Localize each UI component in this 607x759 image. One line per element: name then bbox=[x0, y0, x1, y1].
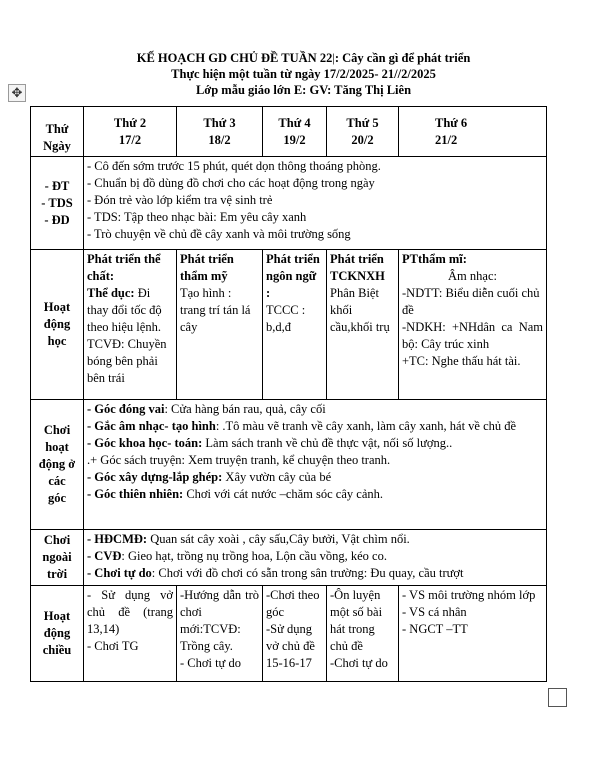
learning-friday: PTthẩm mĩ: Âm nhạc: -NDTT: Biểu diễn cuối chủ đề -NDKH: +NHdân ca Nam bộ: Cây trúc xinh +TC: Nghe thấu hát tài. bbox=[399, 250, 547, 400]
header-wednesday: Thứ 4 19/2 bbox=[263, 107, 327, 157]
list-item: - Cô đến sớm trước 15 phút, quét dọn thông thoáng phòng. bbox=[87, 159, 381, 173]
list-item: - Chuẩn bị đồ dùng đồ chơi cho các hoạt động trong ngày bbox=[87, 176, 375, 190]
afternoon-friday: - VS môi trường nhóm lớp - VS cá nhân - NGCT –TT bbox=[399, 586, 547, 682]
list-item: - Đón trẻ vào lớp kiểm tra vệ sinh trẻ bbox=[87, 193, 273, 207]
move-arrows-icon[interactable]: ✥ bbox=[8, 84, 26, 102]
text-cursor: | bbox=[332, 51, 335, 65]
list-item: - CVĐ: Gieo hạt, trồng nụ trồng hoa, Lộn cầu vồng, kéo co. bbox=[87, 549, 387, 563]
corner-activities bbox=[84, 400, 547, 530]
plan-subtitle-class: Lớp mẫu giáo lớn E: GV: Tăng Thị Liên bbox=[195, 83, 412, 97]
list-item: - TDS: Tập theo nhạc bài: Em yêu cây xanh bbox=[87, 210, 307, 224]
learning-wednesday: Phát triển ngôn ngữ : TCCC : b,d,đ bbox=[263, 250, 327, 400]
row-label-outdoor: Chơi ngoài trời bbox=[31, 530, 84, 586]
afternoon-monday: - Sử dụng vở chủ đề (trang 13,14) - Chơi TG bbox=[84, 586, 177, 682]
learning-thursday: Phát triển TCKNXH Phân Biệt khối cầu,khối trụ bbox=[327, 250, 399, 400]
header-tuesday: Thứ 3 18/2 bbox=[177, 107, 263, 157]
welcome-activities bbox=[84, 157, 547, 250]
afternoon-thursday: -Ôn luyện một số bài hát trong chủ đề -Chơi tự do bbox=[327, 586, 399, 682]
table-header-row bbox=[31, 107, 547, 157]
list-item: - Trò chuyện về chủ đề cây xanh và môi trường sống bbox=[87, 227, 351, 241]
list-item: - Gắc âm nhạc- tạo hình: .Tô màu vẽ tranh về cây xanh, làm cây xanh, hát về chủ đề bbox=[87, 419, 517, 433]
list-item: - Góc thiên nhiên: Chơi với cát nước –chăm sóc cây cảnh. bbox=[87, 487, 383, 501]
list-item: .+ Góc sách truyện: Xem truyện tranh, kể chuyện theo tranh. bbox=[87, 453, 391, 467]
learning-monday: Phát triển thể chất: Thể dục: Đi thay đổi tốc độ theo hiệu lệnh. TCVĐ: Chuyền bóng bên phải bên trái bbox=[84, 250, 177, 400]
table-row-corners bbox=[31, 400, 547, 530]
outdoor-activities bbox=[84, 530, 547, 586]
header-monday: Thứ 2 17/2 bbox=[84, 107, 177, 157]
list-item: - HĐCMĐ: Quan sát cây xoài , cây sấu,Cây bưởi, Vật chìm nổi. bbox=[87, 532, 410, 546]
learning-tuesday: Phát triển thẩm mỹ Tạo hình : trang trí tán lá cây bbox=[177, 250, 263, 400]
header-thursday: Thứ 5 20/2 bbox=[327, 107, 399, 157]
weekly-plan-table bbox=[30, 106, 547, 682]
table-row-afternoon bbox=[31, 586, 547, 682]
row-label-welcome: - ĐT - TDS - ĐD bbox=[31, 157, 84, 250]
row-label-corners: Chơi hoạt động ở các góc bbox=[31, 400, 84, 530]
day-label-cell: Thứ Ngày bbox=[31, 107, 84, 157]
table-row-learning bbox=[31, 250, 547, 400]
table-row-welcome bbox=[31, 157, 547, 250]
row-label-afternoon: Hoạt động chiều bbox=[31, 586, 84, 682]
table-row-outdoor bbox=[31, 530, 547, 586]
header-friday: Thứ 6 21/2 bbox=[399, 107, 547, 157]
afternoon-wednesday: -Chơi theo góc -Sử dụng vở chủ đề 15-16-17 bbox=[263, 586, 327, 682]
plan-title: KẾ HOẠCH GD CHỦ ĐỀ TUẦN 22|: Cây cần gì để phát triển bbox=[136, 51, 471, 65]
row-label-learning: Hoạt động học bbox=[31, 250, 84, 400]
list-item: - Góc khoa học- toán: Làm sách tranh về chủ đề thực vật, nối số lượng.. bbox=[87, 436, 453, 450]
list-item: - Góc đóng vai: Cửa hàng bán rau, quả, cây cối bbox=[87, 402, 326, 416]
list-item: - Chơi tự do: Chơi với đồ chơi có sẵn trong sân trường: Đu quay, cầu trượt bbox=[87, 566, 464, 580]
list-item: - Góc xây dựng-lắp ghép: Xây vườn cây của bé bbox=[87, 470, 332, 484]
resize-handle-icon[interactable] bbox=[548, 688, 567, 707]
afternoon-tuesday: -Hướng dẫn trò chơi mới:TCVĐ: Trồng cây. - Chơi tự do bbox=[177, 586, 263, 682]
plan-subtitle-dates: Thực hiện một tuần từ ngày 17/2/2025- 21//2/2025 bbox=[171, 67, 436, 81]
